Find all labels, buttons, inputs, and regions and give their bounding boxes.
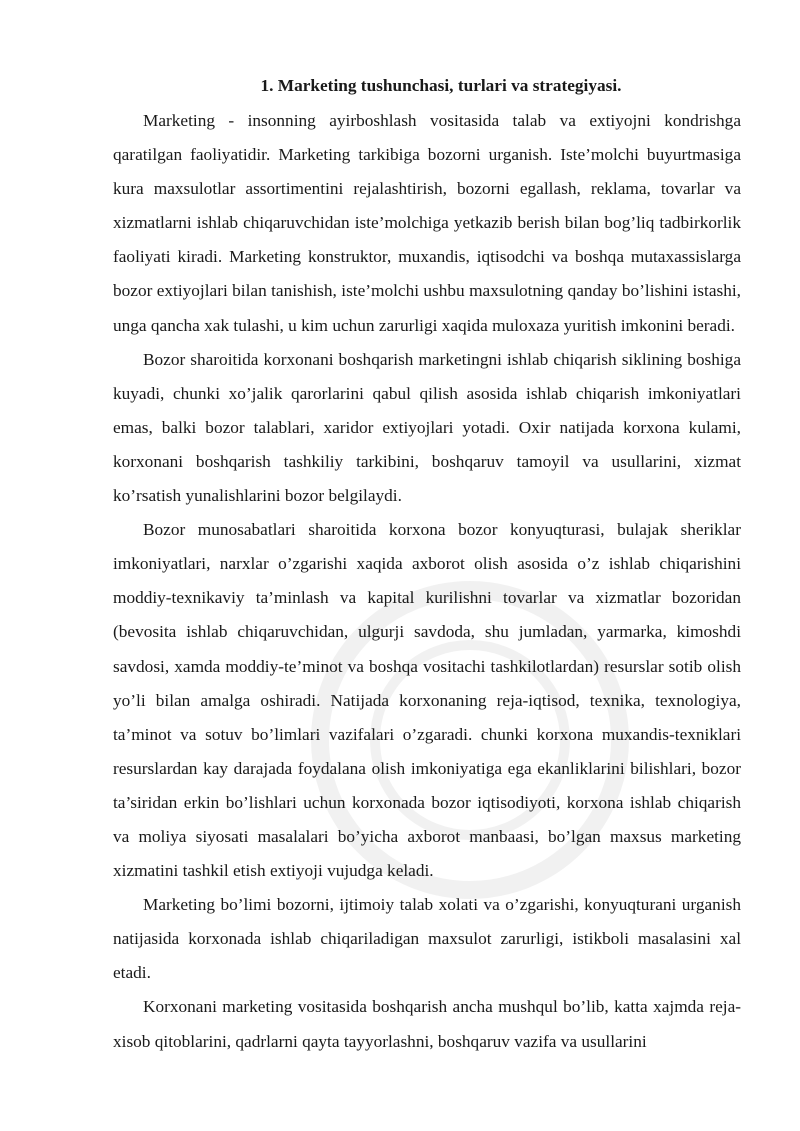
paragraph-4: Marketing bo’limi bozorni, ijtimoiy talab xolati va o’zgarishi, konyuqturani urganish natijasida korxonada ishlab chiqariladigan maxsulot zarurligi, istikboli masalasini xal etadi. [113, 895, 741, 983]
paragraph-2: Bozor sharoitida korxonani boshqarish marketingni ishlab chiqarish siklining boshiga kuyadi, chunki xo’jalik qarorlarini qabul qilish asosida ishlab chiqarish imkoniyatlari emas, balki bozor talablari, xaridor extiyojlari yotadi. Oxir natijada korxona kulami, korxonani boshqarish tashkiliy tarkibini, boshqaruv tamoyil va usullarini, xizmat ko’rsatish yunalishlarini bozor belgilaydi. [113, 349, 741, 506]
paragraph-1: Marketing - insonning ayirboshlash vositasida talab va extiyojni kondrishga qaratilgan faoliyatidir. Marketing tarkibiga bozorni urganish. Iste’molchi buyurtmasiga kura maxsulotlar assortimentini rejalashtirish, bozorni egallash, reklama, tovarlar va xizmatlarni ishlab chiqaruvchidan iste’molchiga yetkazib berish bilan bog’liq tadbirkorlik faoliyati kiradi. Marketing konstruktor, muxandis, iqtisodchi va boshqa mutaxassislarga bozor extiyojlari bilan tanishish, iste’molchi ushbu maxsulotning qanday bo’lishini istashi, unga qancha xak tulashi, u kim uchun zarurligi xaqida muloxaza yuritish imkonini beradi. [113, 111, 741, 335]
document-title: 1. Marketing tushunchasi, turlari va strategiyasi. [260, 76, 622, 95]
paragraph-3: Bozor munosabatlari sharoitida korxona bozor konyuqturasi, bulajak sheriklar imkoniyatlari, narxlar o’zgarishi xaqida axborot olish asosida o’z ishlab chiqarishini moddiy-texnikaviy ta’minlash va kapital kurilishni tovarlar va xizmatlar bozoridan (bevosita ishlab chiqaruvchidan, ulgurji savdoda, shu jumladan, yarmarka, kimoshdi savdosi, xamda moddiy-te’minot va boshqa vositachi tashkilotlardan) resurslar sotib olish yo’li bilan amalga oshiradi. Natijada korxonaning reja-iqtisod, texnika, texnologiya, ta’minot va sotuv bo’limlari vazifalari o’zgaradi. chunki korxona muxandis-texniklari resurslardan kay darajada foydalana olish imkoniyatiga ega ekanliklarini bilishlari, bozor ta’siridan erkin bo’lishlari uchun korxonada bozor iqtisodiyoti, korxona ishlab chiqarish va moliya siyosati masalalari bo’yicha axborot manbaasi, bo’lgan maxsus marketing xizmatini tashkil etish extiyoji vujudga keladi. [113, 520, 741, 881]
paragraph-5: Korxonani marketing vositasida boshqarish ancha mushqul bo’lib, katta xajmda reja-xisob qitoblarini, qadrlarni qayta tayyorlashni, boshqaruv vazifa va usullarini [113, 997, 741, 1051]
document-page [113, 68, 741, 1059]
